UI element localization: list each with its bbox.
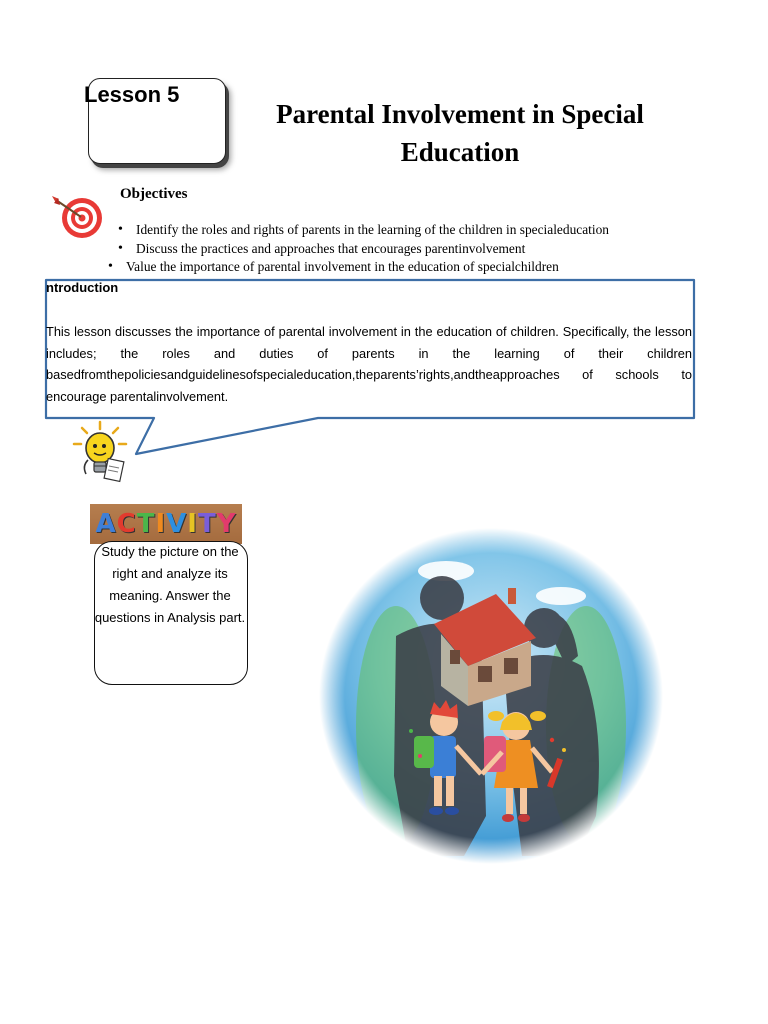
lesson-label: Lesson 5: [84, 82, 180, 107]
activity-banner: [90, 504, 242, 544]
objective-item: • Discuss the practices and approaches that encourages parentinvolvement: [118, 240, 718, 259]
activity-banner-text: [95, 509, 236, 539]
page-title: [240, 95, 680, 171]
lightbulb-icon: [70, 420, 132, 488]
introduction-heading: ntroduction: [46, 280, 119, 295]
family-illustration: [316, 526, 666, 866]
activity-banner-letter: V: [166, 509, 188, 539]
target-icon: [50, 190, 106, 242]
activity-banner-letter: T: [136, 509, 156, 539]
activity-banner-letter: I: [155, 509, 167, 539]
objectives-heading: Objectives: [120, 186, 188, 202]
objectives-list: [118, 221, 718, 277]
page-title-line2: Education: [400, 137, 520, 167]
activity-instruction: Study the picture on the right and analyze its meaning. Answer the questions in Analysis part.: [94, 544, 246, 625]
activity-banner-letter: T: [197, 509, 217, 539]
objective-item: • Identify the roles and rights of parents in the learning of the children in specialeducation: [118, 221, 718, 240]
activity-banner-letter: A: [95, 509, 117, 539]
activity-banner-letter: Y: [216, 509, 237, 539]
introduction-text: This lesson discusses the importance of parental involvement in the education of children. Specifically, the lesson includes; the roles and duties of parents in the learning of their children basedfromthepoliciesandguidelinesofspecialeducation,theparents’rights,andtheapproaches of schools to encourage parentalinvolvement.: [46, 324, 692, 404]
activity-banner-letter: I: [187, 509, 198, 539]
objective-item: • Value the importance of parental involvement in the education of specialchildren: [108, 258, 718, 277]
page-title-line1: Parental Involvement in Special: [276, 99, 644, 129]
activity-banner-letter: C: [116, 509, 137, 539]
